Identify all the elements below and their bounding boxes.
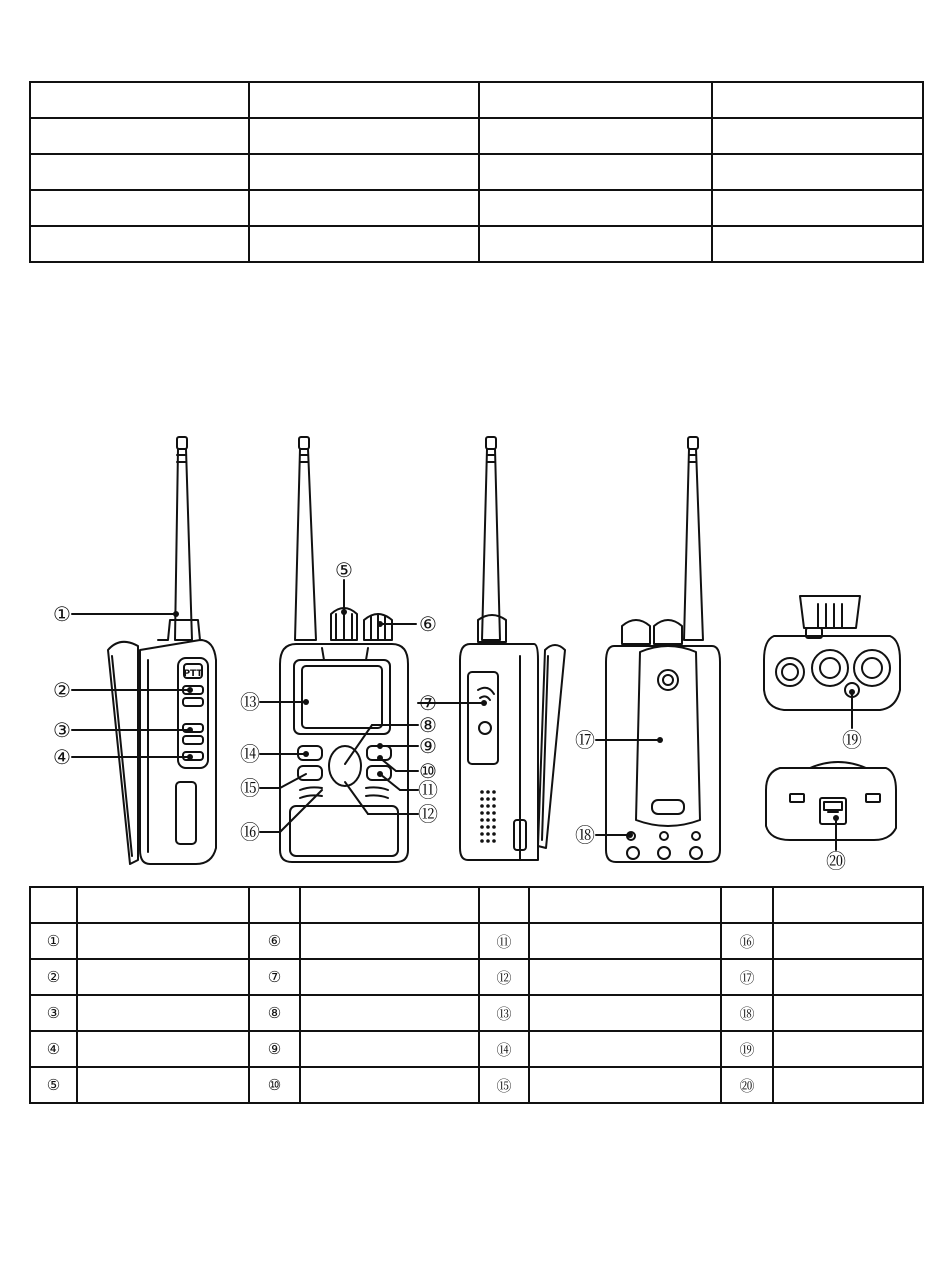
part-name — [773, 959, 923, 995]
part-name — [529, 923, 721, 959]
part-name — [77, 923, 249, 959]
part-number: ⑮ — [479, 1067, 529, 1103]
header-cell — [249, 887, 300, 923]
part-name — [773, 1031, 923, 1067]
callout-20: ⑳ — [826, 849, 846, 873]
part-name — [77, 1031, 249, 1067]
spec-cell — [249, 82, 479, 118]
table-row — [30, 82, 923, 118]
callout-5: ⑤ — [335, 558, 353, 582]
callout-4: ④ — [53, 745, 71, 769]
spec-table — [29, 81, 924, 263]
spec-cell — [712, 118, 923, 154]
radio-side-view-right — [460, 437, 565, 860]
part-name — [529, 995, 721, 1031]
part-number: ⑤ — [30, 1067, 77, 1103]
part-name — [773, 1067, 923, 1103]
part-number: ③ — [30, 995, 77, 1031]
part-name — [529, 959, 721, 995]
header-cell — [529, 887, 721, 923]
spec-cell — [479, 190, 712, 226]
spec-cell — [30, 226, 249, 262]
part-number: ⑱ — [721, 995, 773, 1031]
part-number: ① — [30, 923, 77, 959]
header-cell — [77, 887, 249, 923]
part-number: ⑨ — [249, 1031, 300, 1067]
spec-cell — [249, 154, 479, 190]
parts-table — [29, 886, 924, 1104]
part-number: ⑧ — [249, 995, 300, 1031]
part-number: ⑪ — [479, 923, 529, 959]
part-name — [300, 923, 479, 959]
table-row — [30, 1031, 923, 1067]
part-number: ⑲ — [721, 1031, 773, 1067]
callout-15: ⑮ — [240, 776, 260, 800]
part-name — [77, 959, 249, 995]
part-name — [300, 1031, 479, 1067]
spec-cell — [479, 118, 712, 154]
table-row — [30, 1067, 923, 1103]
spec-cell — [712, 154, 923, 190]
table-row — [30, 923, 923, 959]
part-number: ⑳ — [721, 1067, 773, 1103]
spec-cell — [712, 190, 923, 226]
callout-1: ① — [53, 602, 71, 626]
radio-diagram — [0, 430, 950, 880]
callout-2: ② — [53, 678, 71, 702]
part-name — [529, 1067, 721, 1103]
table-row — [30, 995, 923, 1031]
radio-bottom-detail — [766, 762, 896, 840]
spec-cell — [30, 154, 249, 190]
spec-cell — [712, 82, 923, 118]
part-number: ⑦ — [249, 959, 300, 995]
spec-cell — [479, 226, 712, 262]
part-number: ④ — [30, 1031, 77, 1067]
radio-side-view-left — [108, 437, 216, 864]
part-number: ⑬ — [479, 995, 529, 1031]
header-cell — [479, 887, 529, 923]
table-row — [30, 226, 923, 262]
radio-front-view — [280, 437, 408, 862]
spec-cell — [249, 118, 479, 154]
table-row — [30, 118, 923, 154]
radio-top-detail — [764, 596, 900, 710]
header-cell — [721, 887, 773, 923]
callout-19: ⑲ — [842, 728, 862, 752]
spec-cell — [30, 118, 249, 154]
spec-cell — [249, 226, 479, 262]
part-number: ⑥ — [249, 923, 300, 959]
callout-9: ⑨ — [419, 734, 437, 758]
part-name — [77, 1067, 249, 1103]
header-cell — [300, 887, 479, 923]
part-number: ⑯ — [721, 923, 773, 959]
part-number: ⑰ — [721, 959, 773, 995]
spec-cell — [249, 190, 479, 226]
table-row — [30, 959, 923, 995]
callout-12: ⑫ — [418, 802, 438, 826]
speaker-grille — [480, 790, 496, 843]
part-name — [773, 923, 923, 959]
part-number: ⑫ — [479, 959, 529, 995]
callout-18: ⑱ — [575, 823, 595, 847]
part-name — [529, 1031, 721, 1067]
callout-7: ⑦ — [419, 691, 437, 715]
table-header-row — [30, 887, 923, 923]
table-row — [30, 154, 923, 190]
part-name — [300, 959, 479, 995]
part-number: ② — [30, 959, 77, 995]
callout-13: ⑬ — [240, 690, 260, 714]
part-number: ⑭ — [479, 1031, 529, 1067]
callout-16: ⑯ — [240, 820, 260, 844]
radio-back-view — [606, 437, 720, 862]
part-name — [77, 995, 249, 1031]
callout-8: ⑧ — [419, 713, 437, 737]
header-cell — [773, 887, 923, 923]
callout-14: ⑭ — [240, 742, 260, 766]
spec-cell — [712, 226, 923, 262]
callout-3: ③ — [53, 718, 71, 742]
callout-10: ⑩ — [419, 759, 437, 783]
ptt-label: PTT — [183, 669, 203, 679]
spec-cell — [30, 190, 249, 226]
part-number: ⑩ — [249, 1067, 300, 1103]
part-name — [300, 1067, 479, 1103]
spec-cell — [30, 82, 249, 118]
part-name — [300, 995, 479, 1031]
spec-cell — [479, 82, 712, 118]
part-name — [773, 995, 923, 1031]
spec-cell — [479, 154, 712, 190]
callout-11: ⑪ — [418, 778, 438, 802]
table-row — [30, 190, 923, 226]
header-cell — [30, 887, 77, 923]
callout-6: ⑥ — [419, 612, 437, 636]
callout-17: ⑰ — [575, 728, 595, 752]
